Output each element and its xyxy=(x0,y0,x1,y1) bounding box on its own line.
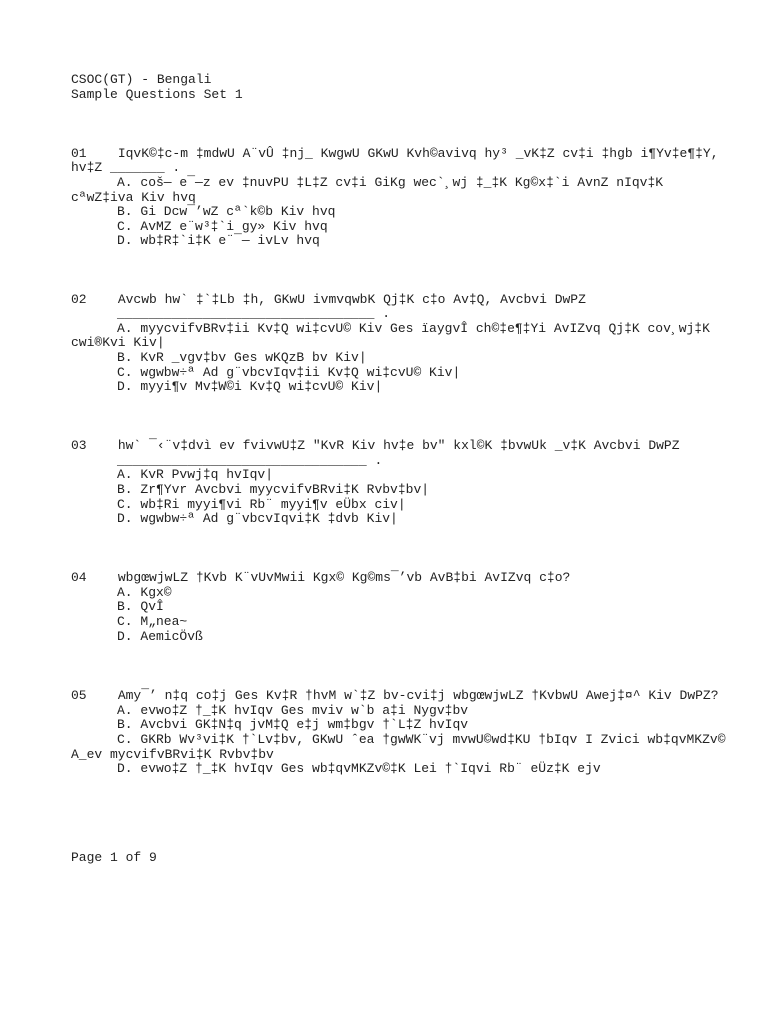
question-number: 03 xyxy=(71,438,87,453)
question-02-option-b: B. KvR _vgv‡bv Ges wKQzB bv Kiv| xyxy=(117,350,367,365)
question-04-stem xyxy=(71,570,570,585)
question-02-option-c: C. wgwbw÷ª Ad g¨vbcvIqv‡ii Kv‡Q wi‡cvU© Kiv| xyxy=(117,365,461,380)
question-stem-text: IqvK©‡c-m ‡mdwU A¨vÛ ‡nj_ KwgwU GKwU Kvh©avivq hy³ _vK‡Z cv‡i ‡hgb i¶Yv‡e¶‡Y, xyxy=(117,146,719,161)
document-title: CSOC(GT) - Bengali xyxy=(71,72,212,87)
question-stem-text: wbgœwjwLZ †Kvb K¨vUvMwii Kgx© Kg©ms¯’vb AvB‡bi AvIZvq c‡o? xyxy=(117,570,571,585)
question-01-stem xyxy=(71,146,719,161)
question-04-option-a: A. Kgx© xyxy=(117,585,172,600)
question-01-option-a-continued: cªwZ‡iva Kiv hvq xyxy=(71,190,196,205)
question-03-stem-continued: ________________________________ . xyxy=(117,453,383,468)
question-stem-text: Amy¯’ n‡q co‡j Ges Kv‡R †hvM w`‡Z bv-cvi‡j wbgœwjwLZ †KvbwU Awej‡¤^ Kiv DwPZ? xyxy=(117,688,719,703)
question-03-option-c: C. wb‡Ri myyi¶vi Rb¨ myyi¶v eÜbx civ| xyxy=(117,497,406,512)
question-03-option-b: B. Zr¶Yvr Avcbvi myycvifvBRvi‡K Rvbv‡bv| xyxy=(117,482,430,497)
question-03-option-d: D. wgwbw÷ª Ad g¨vbcvIqvi‡K ‡dvb Kiv| xyxy=(117,511,398,526)
question-02-stem-continued: _________________________________ . xyxy=(117,306,391,321)
question-05-option-a: A. evwo‡Z †_‡K hvIqv Ges mviv w`b a‡i Nygv‡bv xyxy=(117,703,469,718)
question-03-option-a: A. KvR Pvwj‡q hvIqv| xyxy=(117,467,274,482)
question-number: 02 xyxy=(71,292,87,307)
question-01-stem-continued: hv‡Z _______ . xyxy=(71,160,181,175)
question-05-option-b: B. Avcbvi GK‡N‡q jvM‡Q e‡j wm‡bgv †`L‡Z hvIqv xyxy=(117,717,469,732)
question-04-option-b: B. QvÎ xyxy=(117,599,164,614)
question-02-stem xyxy=(71,292,586,307)
question-05-option-d: D. evwo‡Z †_‡K hvIqv Ges wb‡qvMKZv©‡K Lei †`Iqvi Rb¨ eÜz‡K ejv xyxy=(117,761,601,776)
document-subtitle: Sample Questions Set 1 xyxy=(71,87,243,102)
question-stem-text: Avcwb hw` ‡`‡Lb ‡h, GKwU ivmvqwbK Qj‡K c‡o Av‡Q, Avcbvi DwPZ xyxy=(117,292,586,307)
question-number: 05 xyxy=(71,688,87,703)
question-number: 04 xyxy=(71,570,87,585)
question-02-option-d: D. myyi¶v Mv‡W©i Kv‡Q wi‡cvU© Kiv| xyxy=(117,379,383,394)
question-number: 01 xyxy=(71,146,87,161)
question-05-option-c-continued: A_ev mycvifvBRvi‡K Rvbv‡bv xyxy=(71,747,274,762)
question-02-option-a: A. myycvifvBRv‡ii Kv‡Q wi‡cvU© Kiv Ges ïaygvÎ ch©‡e¶‡Yi AvIZvq Qj‡K cov¸wj‡K xyxy=(117,321,710,336)
question-01-option-a: A. coš— e¯—z ev ‡nuvPU ‡L‡Z cv‡i GiKg wec`¸wj ‡_‡K Kg©x‡`i AvnZ nIqv‡K xyxy=(117,175,664,190)
question-03-stem xyxy=(71,438,680,453)
page-number: Page 1 of 9 xyxy=(71,850,157,865)
question-01-option-d: D. wb‡R‡`i‡K e¨¯— ivLv hvq xyxy=(117,233,320,248)
question-05-stem xyxy=(71,688,719,703)
question-04-option-d: D. AemicÖvß xyxy=(117,629,203,644)
question-01-option-b: B. Gi Dcw¯’wZ cª`k©b Kiv hvq xyxy=(117,204,336,219)
question-04-option-c: C. M„nea~ xyxy=(117,614,188,629)
question-stem-text: hw` ¯‹¨v‡dvì ev fvivwU‡Z "KvR Kiv hv‡e bv" kxl©K ‡bvwUk _v‡K Avcbvi DwPZ xyxy=(117,438,680,453)
question-05-option-c: C. GKRb Wv³vi‡K †`Lv‡bv, GKwU ˆea †gwWK¨vj mvwU©wd‡KU †bIqv I Zvici wb‡qvMKZv© xyxy=(117,732,726,747)
question-02-option-a-continued: cwi®Kvi Kiv| xyxy=(71,335,165,350)
question-01-option-c: C. AvMZ e¨w³‡`i gy» Kiv hvq xyxy=(117,219,328,234)
